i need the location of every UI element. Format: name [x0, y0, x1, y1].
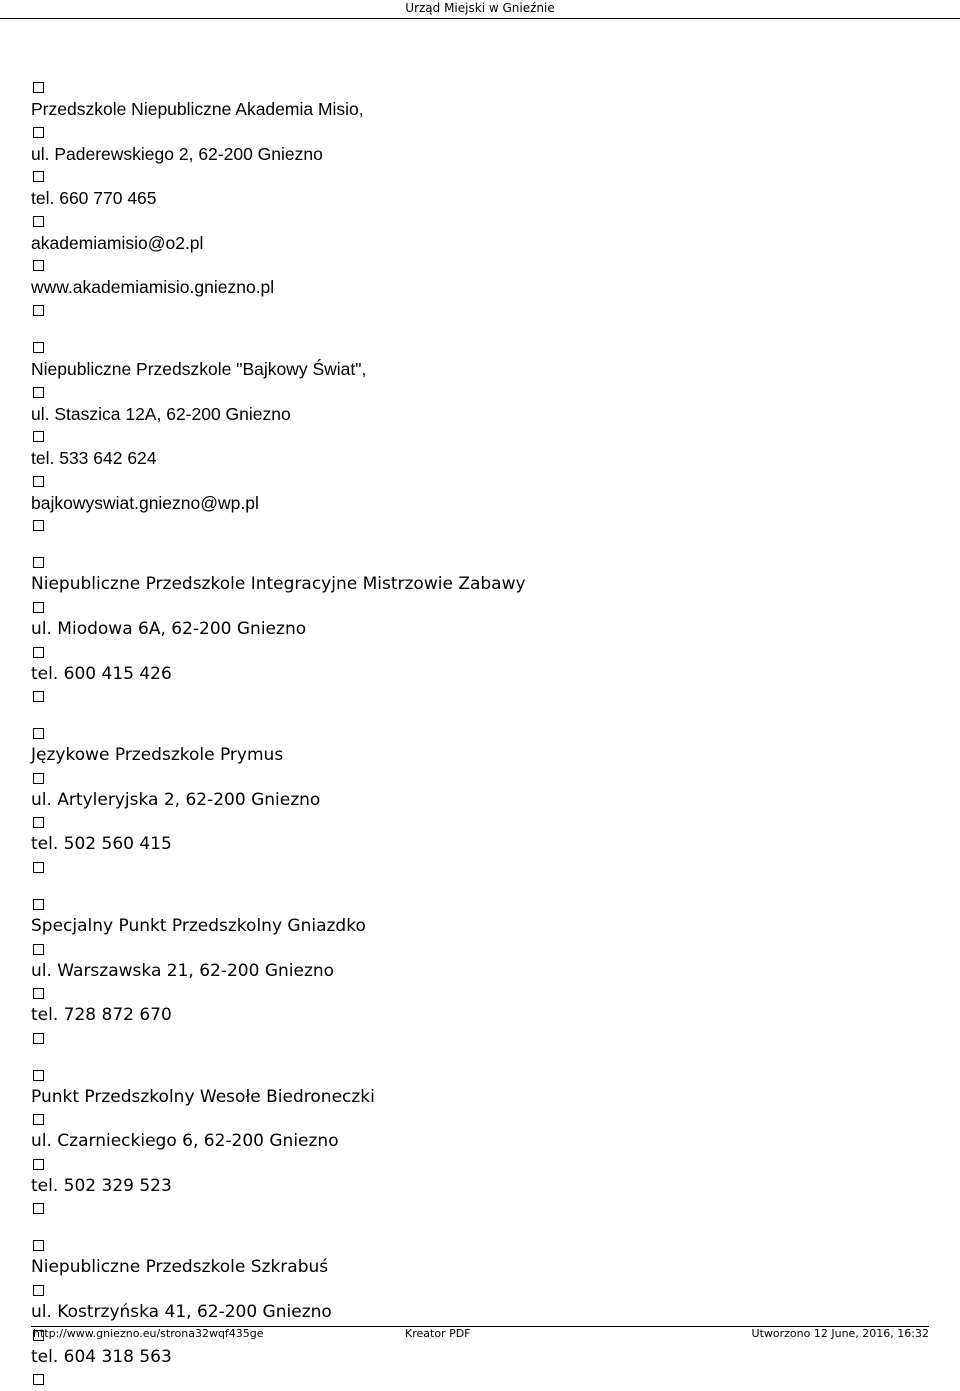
checkbox-icon — [33, 520, 44, 531]
entry-name: Niepubliczne Przedszkole Szkrabuś — [31, 1257, 329, 1278]
checkbox-icon — [33, 1374, 44, 1385]
entry-name: Niepubliczne Przedszkole Integracyjne Mistrzowie Zabawy — [31, 574, 526, 595]
checkbox-icon — [33, 1070, 44, 1081]
preschool-entry — [31, 899, 931, 1066]
checkbox-icon — [33, 260, 44, 271]
preschool-entry — [31, 82, 931, 338]
entry-detail: ul. Kostrzyńska 41, 62-200 Gniezno — [31, 1302, 332, 1323]
checkbox-icon — [33, 862, 44, 873]
entry-spacer — [31, 879, 931, 895]
entry-spacer — [31, 708, 931, 724]
preschool-list — [31, 78, 931, 1391]
checkbox-icon — [33, 305, 44, 316]
entry-detail: akademiamisio@o2.pl — [31, 232, 204, 253]
preschool-entry — [31, 1070, 931, 1237]
entry-name: Niepubliczne Przedszkole "Bajkowy Świat", — [31, 358, 367, 379]
entry-detail: tel. 728 872 670 — [31, 1005, 172, 1026]
checkbox-icon — [33, 691, 44, 702]
checkbox-icon — [33, 899, 44, 910]
entry-spacer — [31, 322, 931, 338]
entry-name: Przedszkole Niepubliczne Akademia Misio, — [31, 99, 364, 119]
entry-detail: tel. 502 560 415 — [31, 834, 172, 855]
footer-generator: Kreator PDF — [405, 1327, 471, 1340]
entry-detail: tel. 533 642 624 — [31, 448, 157, 469]
checkbox-icon — [33, 647, 44, 658]
preschool-entry — [31, 557, 931, 724]
entry-detail: ul. Czarnieckiego 6, 62-200 Gniezno — [31, 1131, 339, 1152]
preschool-entry — [31, 728, 931, 895]
entry-detail: tel. 600 415 426 — [31, 663, 172, 684]
checkbox-icon — [33, 602, 44, 613]
checkbox-icon — [33, 1240, 44, 1251]
preschool-entry — [31, 342, 931, 553]
checkbox-icon — [33, 342, 44, 353]
checkbox-icon — [33, 1203, 44, 1214]
checkbox-icon — [33, 476, 44, 487]
checkbox-icon — [33, 1114, 44, 1125]
entry-spacer — [31, 1050, 931, 1066]
page-header — [0, 0, 960, 18]
preschool-entry — [31, 1240, 931, 1391]
checkbox-icon — [33, 171, 44, 182]
footer-created: Utworzono 12 June, 2016, 16:32 — [751, 1327, 929, 1340]
entry-name: Językowe Przedszkole Prymus — [31, 745, 284, 766]
entry-detail: ul. Warszawska 21, 62-200 Gniezno — [31, 960, 335, 981]
footer-url[interactable]: http://www.gniezno.eu/strona32wqf435ge — [33, 1327, 264, 1340]
entry-detail: www.akademiamisio.gniezno.pl — [31, 277, 275, 298]
entry-spacer — [31, 537, 931, 553]
checkbox-icon — [33, 817, 44, 828]
checkbox-icon — [33, 728, 44, 739]
checkbox-icon — [33, 82, 44, 93]
checkbox-icon — [33, 387, 44, 398]
entry-spacer — [31, 1220, 931, 1236]
entry-detail: bajkowyswiat.gniezno@wp.pl — [31, 492, 259, 513]
entry-detail: ul. Miodowa 6A, 62-200 Gniezno — [31, 618, 307, 639]
checkbox-icon — [33, 1285, 44, 1296]
header-title: Urząd Miejski w Gnieźnie — [405, 1, 555, 15]
checkbox-icon — [33, 773, 44, 784]
entry-detail: ul. Staszica 12A, 62-200 Gniezno — [31, 403, 291, 424]
entry-detail: ul. Artyleryjska 2, 62-200 Gniezno — [31, 789, 321, 810]
entry-detail: tel. 502 329 523 — [31, 1175, 172, 1196]
page-footer — [31, 1327, 929, 1341]
checkbox-icon — [33, 1159, 44, 1170]
entry-detail: tel. 604 318 563 — [31, 1346, 172, 1367]
checkbox-icon — [33, 216, 44, 227]
entry-detail: ul. Paderewskiego 2, 62-200 Gniezno — [31, 143, 323, 164]
checkbox-icon — [33, 127, 44, 138]
checkbox-icon — [33, 988, 44, 999]
entry-name: Punkt Przedszkolny Wesołe Biedroneczki — [31, 1086, 375, 1107]
checkbox-icon — [33, 1033, 44, 1044]
header-divider — [0, 18, 960, 19]
checkbox-icon — [33, 431, 44, 442]
entry-detail: tel. 660 770 465 — [31, 188, 157, 209]
entry-name: Specjalny Punkt Przedszkolny Gniazdko — [31, 915, 366, 936]
checkbox-icon — [33, 944, 44, 955]
checkbox-icon — [33, 557, 44, 568]
